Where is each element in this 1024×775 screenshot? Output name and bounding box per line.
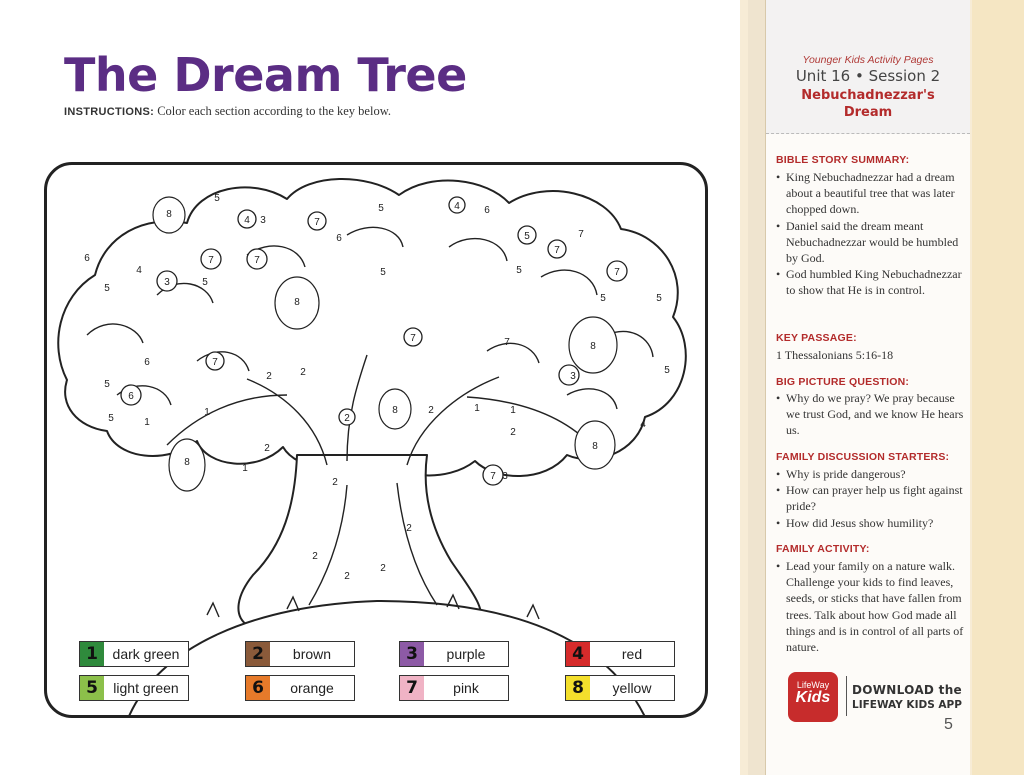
- key-label: dark green: [112, 646, 180, 662]
- starters-list: [776, 466, 966, 531]
- tree-number: 8: [184, 457, 190, 468]
- tree-number: 5: [656, 293, 662, 304]
- key-label: orange: [290, 680, 334, 696]
- tree-number: 1: [204, 407, 210, 418]
- key-number: 6: [246, 676, 270, 700]
- tree-number: 7: [254, 255, 260, 266]
- tree-number: 2: [380, 563, 386, 574]
- starter-item: • How can prayer help us fight against pride?: [776, 482, 966, 514]
- summary-item: • God humbled King Nebuchadnezzar to show that He is in control.: [776, 266, 966, 298]
- key-label: yellow: [612, 680, 652, 696]
- tree-number: 5: [108, 413, 114, 424]
- tree-number: 7: [490, 471, 496, 482]
- lifeway-kids-logo[interactable]: [788, 672, 838, 722]
- tree-number: 1: [242, 463, 248, 474]
- summary-item: • King Nebuchadnezzar had a dream about a beautiful tree that was later chopped down.: [776, 169, 966, 218]
- key-label: red: [621, 646, 643, 662]
- key-number: 4: [566, 642, 590, 666]
- key-label: brown: [292, 646, 332, 662]
- tree-number: 2: [344, 413, 350, 424]
- instructions-label: INSTRUCTIONS:: [64, 106, 155, 118]
- download-line-2[interactable]: LIFEWAY KIDS APP: [852, 699, 962, 711]
- coloring-frame: [44, 162, 708, 718]
- tree-number: 8: [592, 441, 598, 452]
- tree-number: 7: [410, 333, 416, 344]
- sidebar-border-strip: [748, 0, 766, 775]
- tree-number: 4: [454, 201, 460, 212]
- key-item-light-green: [79, 675, 189, 701]
- tree-number: 4: [640, 419, 646, 430]
- tree-number: 1: [474, 403, 480, 414]
- tree-number: 7: [212, 357, 218, 368]
- tree-number: 5: [104, 283, 110, 294]
- activity-item: • Lead your family on a nature walk. Challenge your kids to find leaves, seeds, or sticks that have fallen from trees. Talk about how God made all things and is in control of all parts of nature.: [776, 558, 966, 655]
- sidebar-subtitle: Younger Kids Activity Pages: [802, 54, 934, 66]
- starter-item: • Why is pride dangerous?: [776, 466, 966, 482]
- tree-number: 7: [208, 255, 214, 266]
- instructions-text: Color each section according to the key below.: [157, 104, 392, 118]
- summary-item: • Daniel said the dream meant Nebuchadnezzar would be humbled by God.: [776, 218, 966, 267]
- dream-tree-drawing: [47, 165, 708, 718]
- key-number: 1: [80, 642, 104, 666]
- question-heading: BIG PICTURE QUESTION:: [776, 376, 910, 388]
- tree-number: 1: [510, 405, 516, 416]
- tree-number: 5: [664, 365, 670, 376]
- tree-number: 5: [524, 231, 530, 242]
- tree-number: 5: [600, 293, 606, 304]
- tree-number: 5: [202, 277, 208, 288]
- key-number: 5: [80, 676, 104, 700]
- tree-number: 2: [300, 367, 306, 378]
- key-item-yellow: [565, 675, 675, 701]
- tree-number: 1: [144, 417, 150, 428]
- sidebar-panel: [766, 0, 970, 775]
- tree-number: 8: [294, 297, 300, 308]
- passage-text: 1 Thessalonians 5:16-18: [776, 348, 894, 362]
- activity-heading: FAMILY ACTIVITY:: [776, 543, 870, 555]
- tree-number: 3: [260, 215, 266, 226]
- key-item-red: [565, 641, 675, 667]
- tree-number: 5: [378, 203, 384, 214]
- tree-number: 2: [428, 405, 434, 416]
- tree-number: 3: [570, 371, 576, 382]
- passage-heading: KEY PASSAGE:: [776, 332, 857, 344]
- key-label: pink: [453, 680, 479, 696]
- session-title: Nebuchadnezzar's Dream: [801, 88, 935, 120]
- tree-number: 7: [578, 229, 584, 240]
- tree-trunk: [238, 455, 481, 625]
- tree-number: 2: [332, 477, 338, 488]
- logo-divider: [846, 676, 847, 716]
- key-number: 8: [566, 676, 590, 700]
- question-item: • Why do we pray? We pray because we trust God, and we know He hears us.: [776, 390, 966, 439]
- download-line-1[interactable]: DOWNLOAD the: [852, 683, 962, 697]
- tree-number: 2: [344, 571, 350, 582]
- tree-number: 6: [336, 233, 342, 244]
- key-number: 7: [400, 676, 424, 700]
- key-item-dark-green: [79, 641, 189, 667]
- summary-heading: BIBLE STORY SUMMARY:: [776, 154, 910, 166]
- summary-list: [776, 169, 966, 299]
- page-number: 5: [944, 716, 953, 733]
- sidebar-header: [766, 0, 970, 134]
- tree-number: 3: [164, 277, 170, 288]
- page-title: The Dream Tree: [64, 48, 467, 102]
- tree-number: 6: [84, 253, 90, 264]
- tree-number: 4: [244, 215, 250, 226]
- tree-number: 6: [144, 357, 150, 368]
- key-item-brown: [245, 641, 355, 667]
- key-label: purple: [446, 646, 486, 662]
- logo-text-top: LifeWay: [796, 680, 830, 690]
- tree-number: 7: [314, 217, 320, 228]
- tree-number: 4: [136, 265, 142, 276]
- tree-number: 7: [614, 267, 620, 278]
- starter-item: • How did Jesus show humility?: [776, 515, 966, 531]
- tree-number: 8: [166, 209, 172, 220]
- key-item-pink: [399, 675, 509, 701]
- tree-number: 7: [554, 245, 560, 256]
- tree-number: 2: [266, 371, 272, 382]
- tree-number: 6: [484, 205, 490, 216]
- page-edge-strip: [972, 0, 1024, 775]
- tree-number: 8: [392, 405, 398, 416]
- fruit-circle: [559, 365, 579, 385]
- starters-heading: FAMILY DISCUSSION STARTERS:: [776, 451, 950, 463]
- key-number: 2: [246, 642, 270, 666]
- tree-number: 7: [504, 337, 510, 348]
- key-number: 3: [400, 642, 424, 666]
- question-list: [776, 390, 966, 439]
- instructions: [64, 104, 391, 119]
- tree-number: 5: [214, 193, 220, 204]
- tree-number: 6: [128, 391, 134, 402]
- unit-session: Unit 16 • Session 2: [795, 67, 941, 85]
- tree-number: 3: [502, 471, 508, 482]
- activity-list: [776, 558, 966, 655]
- tree-number: 5: [516, 265, 522, 276]
- tree-number: 2: [264, 443, 270, 454]
- logo-text-bottom: Kids: [795, 689, 831, 706]
- key-label: light green: [113, 680, 179, 696]
- tree-number: 5: [380, 267, 386, 278]
- tree-number: 5: [104, 379, 110, 390]
- tree-number: 2: [312, 551, 318, 562]
- key-item-orange: [245, 675, 355, 701]
- tree-number: 8: [590, 341, 596, 352]
- tree-number: 2: [406, 523, 412, 534]
- tree-number: 2: [510, 427, 516, 438]
- key-item-purple: [399, 641, 509, 667]
